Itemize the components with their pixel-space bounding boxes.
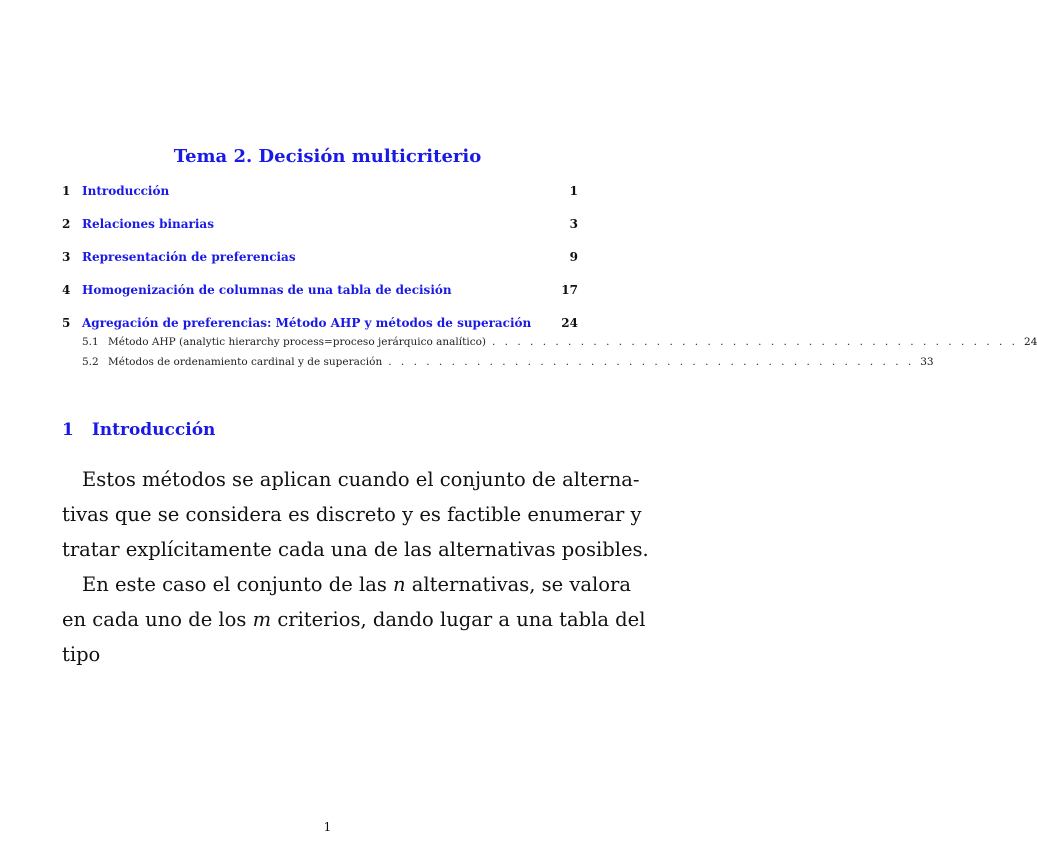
toc-entry-relaciones-binarias[interactable]: [62, 217, 578, 231]
paragraph-line: Estos métodos se aplican cuando el conjunto de alterna-: [82, 468, 640, 491]
toc-entry-page: 17: [561, 283, 578, 297]
paragraph-2: [62, 567, 646, 672]
page-number: 1: [323, 820, 332, 834]
paragraph-text: alternativas, se valora: [405, 573, 631, 596]
toc-subentry-ordenamiento-cardinal[interactable]: [82, 356, 934, 368]
toc-entry-number: 3: [62, 250, 71, 264]
toc-entry-representacion-preferencias[interactable]: [62, 250, 578, 264]
paragraph-text: en cada uno de los: [62, 608, 253, 631]
section-number: 1: [62, 420, 74, 440]
toc-subentry-number: 5.1: [82, 336, 99, 348]
toc-entry-link[interactable]: Homogenización de columnas de una tabla de decisión: [82, 283, 452, 297]
toc-entry-page: 9: [569, 250, 578, 264]
paragraph-line: [62, 567, 631, 602]
toc-subentry-link[interactable]: Métodos de ordenamiento cardinal y de superación: [108, 356, 383, 368]
toc-entry-introduccion[interactable]: [62, 184, 578, 198]
toc-entry-homogenizacion[interactable]: [62, 283, 578, 297]
toc-entry-number: 1: [62, 184, 71, 198]
toc-subentry-page: 24: [1024, 336, 1037, 348]
paragraph-1: [62, 462, 649, 567]
section-title: Introducción: [91, 420, 216, 440]
toc-subentry-page: 33: [920, 356, 934, 368]
document-title: Tema 2. Decisión multicriterio: [173, 146, 482, 167]
toc-subentry-number: 5.2: [82, 356, 99, 368]
paragraph-text: criterios, dando lugar a una tabla del: [271, 608, 646, 631]
paragraph-text: En este caso el conjunto de las: [82, 573, 394, 596]
paragraph-line: [62, 602, 646, 637]
toc-entry-number: 4: [62, 283, 71, 297]
toc-dot-leader: . . . . . . . . . . . . . . . . . . . . . . . . . . . . . . . . . . . . . . . . . .: [492, 336, 1019, 348]
math-variable-n: n: [393, 573, 406, 596]
paragraph-line: tratar explícitamente cada una de las alternativas posibles.: [62, 538, 649, 561]
toc-entry-page: 1: [569, 184, 578, 198]
toc-entry-agregacion-preferencias[interactable]: [62, 316, 578, 330]
paragraph-line: tivas que se considera es discreto y es factible enumerar y: [62, 503, 642, 526]
toc-entry-page: 24: [561, 316, 578, 330]
math-variable-m: m: [252, 608, 272, 631]
toc-subentry-metodo-ahp[interactable]: [82, 336, 1037, 348]
toc-entry-link[interactable]: Agregación de preferencias: Método AHP y métodos de superación: [82, 316, 532, 330]
toc-entry-link[interactable]: Relaciones binarias: [82, 217, 214, 231]
toc-entry-link[interactable]: Representación de preferencias: [82, 250, 296, 264]
toc-entry-number: 2: [62, 217, 71, 231]
section-heading: [62, 420, 215, 440]
toc-entry-number: 5: [62, 316, 71, 330]
toc-entry-page: 3: [569, 217, 578, 231]
toc-dot-leader: . . . . . . . . . . . . . . . . . . . . . . . . . . . . . . . . . . . . . . . . . .: [388, 356, 915, 368]
toc-subentry-link[interactable]: Método AHP (analytic hierarchy process=proceso jerárquico analítico): [108, 336, 486, 348]
toc-entry-link[interactable]: Introducción: [82, 184, 170, 198]
paragraph-line: tipo: [62, 643, 101, 666]
